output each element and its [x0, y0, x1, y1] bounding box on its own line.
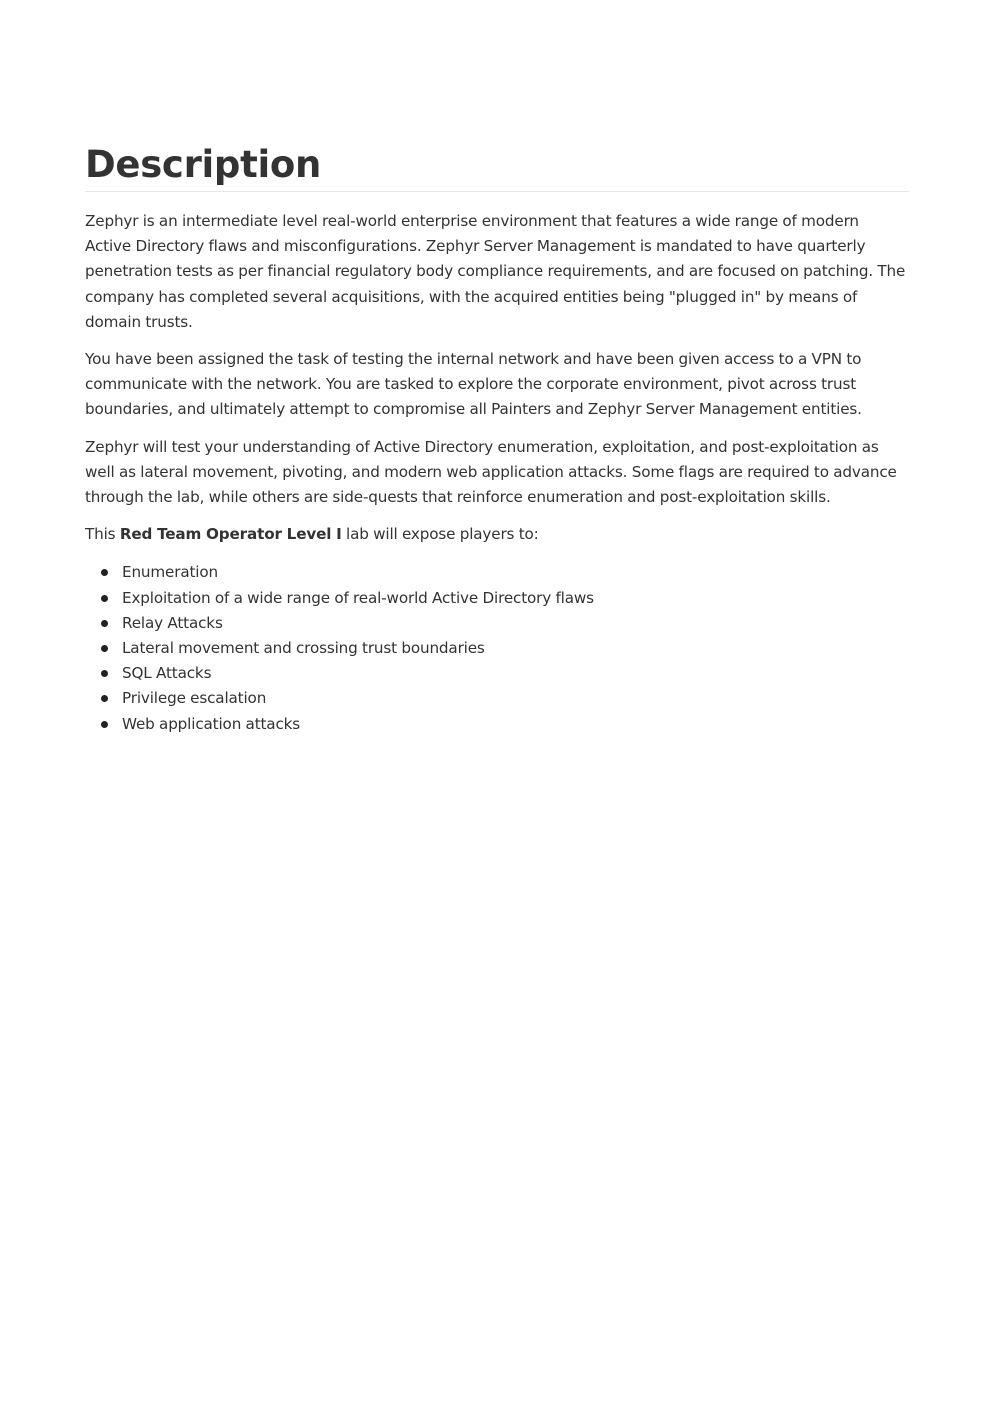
- bullet-icon: [101, 569, 108, 576]
- intro-prefix: This: [85, 525, 120, 544]
- list-item-label: SQL Attacks: [122, 664, 212, 683]
- topics-list: [85, 560, 909, 736]
- document-page: [85, 140, 909, 737]
- bullet-icon: [101, 670, 108, 677]
- list-item-label: Privilege escalation: [122, 689, 267, 708]
- list-item: [85, 686, 909, 711]
- list-item: [85, 636, 909, 661]
- bullet-icon: [101, 695, 108, 702]
- paragraph-assignment: You have been assigned the task of testing the internal network and have been given access to a VPN to communicate with the network. You are tasked to explore the corporate environment, pivot across trust boundaries, and ultimately attempt to compromise all Painters and Zephyr Server Management entities.: [85, 350, 862, 419]
- paragraph-intro: [85, 522, 909, 547]
- list-item-label: Relay Attacks: [122, 613, 223, 632]
- intro-lab-level: Red Team Operator Level I: [119, 525, 342, 544]
- list-item-label: Exploitation of a wide range of real-world Active Directory flaws: [122, 588, 594, 607]
- intro-suffix: lab will expose players to:: [341, 525, 539, 544]
- list-item-label: Lateral movement and crossing trust boundaries: [122, 639, 485, 658]
- list-item: [85, 560, 909, 585]
- list-item: [85, 611, 909, 636]
- page-title: Description: [85, 140, 909, 192]
- bullet-icon: [101, 620, 108, 627]
- list-item: [85, 586, 909, 611]
- list-item: [85, 661, 909, 686]
- bullet-icon: [101, 595, 108, 602]
- list-item-label: Enumeration: [122, 563, 218, 582]
- list-item-label: Web application attacks: [122, 714, 301, 733]
- bullet-icon: [101, 645, 108, 652]
- paragraph-skills: Zephyr will test your understanding of Active Directory enumeration, exploitation, and post-exploitation as well as lateral movement, pivoting, and modern web application attacks. Some flags are required to advance through the lab, while others are side-quests that reinforce enumeration and post-exploitation skills.: [85, 437, 897, 507]
- paragraph-overview: Zephyr is an intermediate level real-world enterprise environment that features a wide range of modern Active Directory flaws and misconfigurations. Zephyr Server Management is mandated to have quarterly penetration tests as per financial regulatory body compliance requirements, and are focused on patching. The company has completed several acquisitions, with the acquired entities being "plugged in" by means of domain trusts.: [85, 212, 906, 331]
- bullet-icon: [101, 721, 108, 728]
- list-item: [85, 712, 909, 737]
